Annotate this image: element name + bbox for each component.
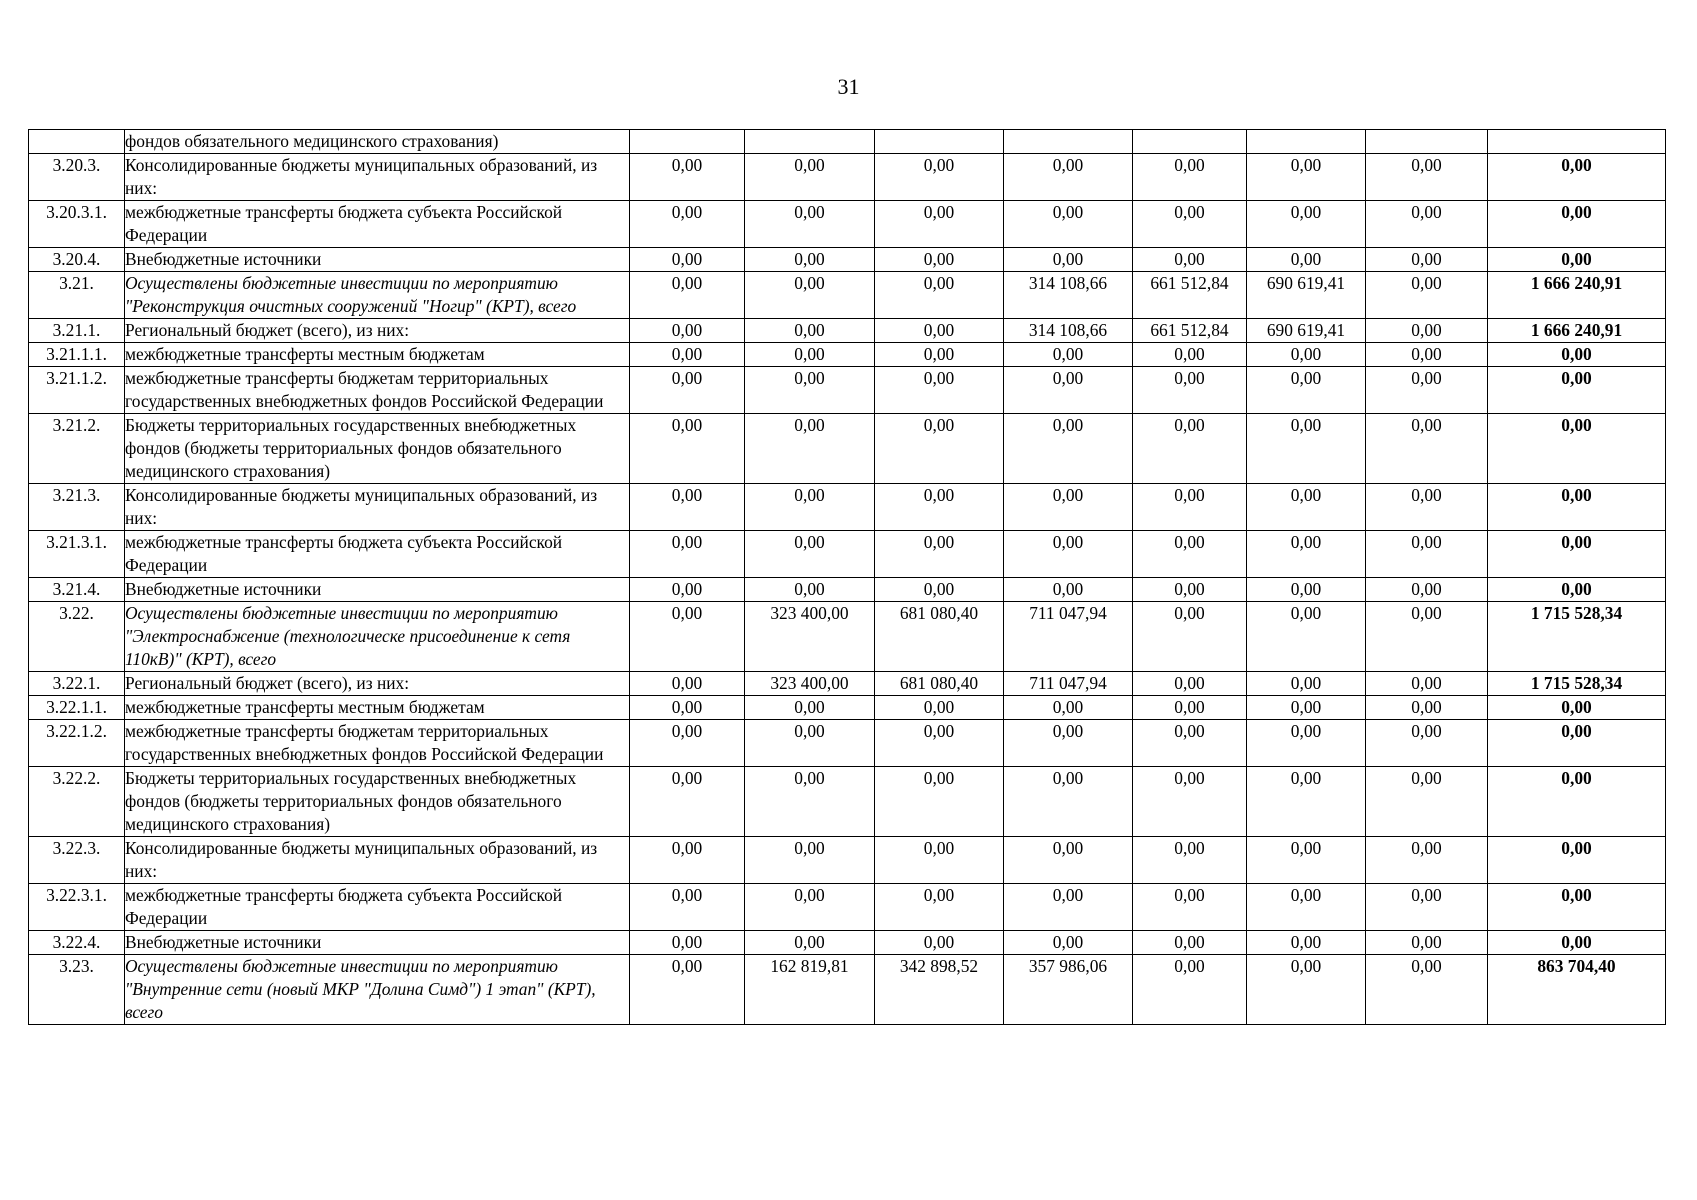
row-description: Консолидированные бюджеты муниципальных образований, из них: [125, 837, 630, 884]
row-total: 1 666 240,91 [1488, 319, 1666, 343]
row-total: 0,00 [1488, 343, 1666, 367]
row-description: Осуществлены бюджетные инвестиции по мероприятию "Внутренние сети (новый МКР "Долина Симд") 1 этап" (КРТ), всего [125, 955, 630, 1025]
row-value: 0,00 [630, 414, 745, 484]
row-value: 0,00 [630, 343, 745, 367]
row-value: 314 108,66 [1004, 272, 1133, 319]
row-description: межбюджетные трансферты бюджетам территориальных государственных внебюджетных фондов Российской Федерации [125, 720, 630, 767]
row-total: 0,00 [1488, 720, 1666, 767]
budget-table-body [29, 130, 1666, 1025]
row-value [745, 130, 875, 154]
row-value: 0,00 [1004, 931, 1133, 955]
row-value: 0,00 [1133, 931, 1247, 955]
row-number: 3.20.3. [29, 154, 125, 201]
row-value: 0,00 [745, 367, 875, 414]
row-description: Региональный бюджет (всего), из них: [125, 319, 630, 343]
row-number: 3.22.4. [29, 931, 125, 955]
row-value: 0,00 [630, 154, 745, 201]
row-value: 0,00 [630, 672, 745, 696]
row-value: 0,00 [745, 319, 875, 343]
row-value: 0,00 [875, 248, 1004, 272]
row-value: 0,00 [630, 720, 745, 767]
row-total: 0,00 [1488, 578, 1666, 602]
row-description: Внебюджетные источники [125, 248, 630, 272]
row-description: Региональный бюджет (всего), из них: [125, 672, 630, 696]
row-value: 0,00 [875, 931, 1004, 955]
row-total: 0,00 [1488, 931, 1666, 955]
row-value: 0,00 [745, 578, 875, 602]
row-value: 0,00 [630, 319, 745, 343]
row-value: 314 108,66 [1004, 319, 1133, 343]
row-number: 3.22. [29, 602, 125, 672]
table-row [29, 720, 1666, 767]
row-value: 0,00 [630, 955, 745, 1025]
row-value: 0,00 [1247, 767, 1366, 837]
row-value: 0,00 [1247, 343, 1366, 367]
row-value: 0,00 [1133, 884, 1247, 931]
row-value: 0,00 [1366, 955, 1488, 1025]
row-value: 661 512,84 [1133, 272, 1247, 319]
row-value: 0,00 [745, 767, 875, 837]
row-value: 0,00 [1366, 837, 1488, 884]
row-value: 0,00 [875, 201, 1004, 248]
row-number: 3.22.2. [29, 767, 125, 837]
row-description: межбюджетные трансферты местным бюджетам [125, 696, 630, 720]
row-value: 0,00 [1133, 720, 1247, 767]
table-row [29, 672, 1666, 696]
row-value: 0,00 [745, 272, 875, 319]
row-value: 0,00 [745, 720, 875, 767]
row-value: 0,00 [1004, 696, 1133, 720]
row-value: 0,00 [1366, 319, 1488, 343]
row-total: 0,00 [1488, 367, 1666, 414]
row-value: 681 080,40 [875, 602, 1004, 672]
row-value: 0,00 [745, 343, 875, 367]
row-value: 0,00 [1366, 343, 1488, 367]
table-row [29, 767, 1666, 837]
row-value: 0,00 [1004, 531, 1133, 578]
row-value: 0,00 [745, 531, 875, 578]
budget-table [28, 129, 1666, 1025]
row-total: 0,00 [1488, 248, 1666, 272]
table-row [29, 484, 1666, 531]
row-value: 342 898,52 [875, 955, 1004, 1025]
row-value: 0,00 [875, 837, 1004, 884]
row-description: фондов обязательного медицинского страхования) [125, 130, 630, 154]
row-number: 3.21.3. [29, 484, 125, 531]
row-number: 3.20.4. [29, 248, 125, 272]
row-value: 681 080,40 [875, 672, 1004, 696]
row-value: 0,00 [630, 884, 745, 931]
row-number: 3.21.4. [29, 578, 125, 602]
row-total: 0,00 [1488, 414, 1666, 484]
row-value: 661 512,84 [1133, 319, 1247, 343]
table-row [29, 367, 1666, 414]
row-description: Осуществлены бюджетные инвестиции по мероприятию "Реконструкция очистных сооружений "Ногир" (КРТ), всего [125, 272, 630, 319]
row-value: 0,00 [630, 767, 745, 837]
row-value: 0,00 [630, 578, 745, 602]
row-value: 323 400,00 [745, 602, 875, 672]
row-value: 0,00 [1366, 884, 1488, 931]
row-total: 0,00 [1488, 884, 1666, 931]
table-row [29, 884, 1666, 931]
row-value: 0,00 [1247, 602, 1366, 672]
row-description: Консолидированные бюджеты муниципальных образований, из них: [125, 484, 630, 531]
table-row [29, 248, 1666, 272]
row-value: 0,00 [1366, 531, 1488, 578]
row-value: 0,00 [745, 696, 875, 720]
row-value: 0,00 [875, 720, 1004, 767]
row-number: 3.21.2. [29, 414, 125, 484]
row-value: 0,00 [1004, 343, 1133, 367]
row-value: 0,00 [630, 837, 745, 884]
table-row [29, 154, 1666, 201]
row-value: 0,00 [1133, 201, 1247, 248]
row-value: 0,00 [1247, 955, 1366, 1025]
row-value: 711 047,94 [1004, 672, 1133, 696]
row-value: 0,00 [1247, 696, 1366, 720]
row-description: межбюджетные трансферты бюджета субъекта Российской Федерации [125, 884, 630, 931]
row-number: 3.21.1.2. [29, 367, 125, 414]
row-value: 0,00 [1366, 696, 1488, 720]
row-value: 0,00 [745, 884, 875, 931]
row-value: 0,00 [1366, 367, 1488, 414]
row-total [1488, 130, 1666, 154]
row-value: 0,00 [630, 602, 745, 672]
row-description: межбюджетные трансферты бюджета субъекта Российской Федерации [125, 201, 630, 248]
row-value: 0,00 [1004, 201, 1133, 248]
row-value: 0,00 [1366, 672, 1488, 696]
row-total: 0,00 [1488, 531, 1666, 578]
row-total: 1 715 528,34 [1488, 672, 1666, 696]
row-description: межбюджетные трансферты бюджетам территориальных государственных внебюджетных фондов Российской Федерации [125, 367, 630, 414]
row-value: 162 819,81 [745, 955, 875, 1025]
table-row [29, 931, 1666, 955]
table-row [29, 272, 1666, 319]
row-value: 0,00 [745, 248, 875, 272]
row-total: 0,00 [1488, 837, 1666, 884]
table-row [29, 343, 1666, 367]
table-row [29, 414, 1666, 484]
row-description: Бюджеты территориальных государственных внебюджетных фондов (бюджеты территориальных фондов обязательного медицинского страхования) [125, 414, 630, 484]
row-value: 357 986,06 [1004, 955, 1133, 1025]
row-value: 0,00 [1366, 767, 1488, 837]
row-value: 0,00 [1004, 154, 1133, 201]
row-value: 0,00 [1247, 884, 1366, 931]
row-value: 0,00 [1247, 578, 1366, 602]
row-value: 0,00 [1366, 248, 1488, 272]
table-row [29, 602, 1666, 672]
row-total: 0,00 [1488, 696, 1666, 720]
row-value: 0,00 [1247, 484, 1366, 531]
row-value: 0,00 [875, 484, 1004, 531]
row-number: 3.21.1.1. [29, 343, 125, 367]
row-total: 0,00 [1488, 767, 1666, 837]
row-value: 0,00 [1133, 672, 1247, 696]
row-value: 0,00 [1133, 578, 1247, 602]
row-value [1133, 130, 1247, 154]
row-description: межбюджетные трансферты местным бюджетам [125, 343, 630, 367]
row-value: 0,00 [875, 272, 1004, 319]
row-value: 0,00 [1366, 578, 1488, 602]
table-row [29, 837, 1666, 884]
row-number: 3.23. [29, 955, 125, 1025]
table-row [29, 696, 1666, 720]
row-value: 0,00 [1133, 414, 1247, 484]
row-description: Внебюджетные источники [125, 931, 630, 955]
row-total: 1 715 528,34 [1488, 602, 1666, 672]
row-value [1366, 130, 1488, 154]
row-number: 3.22.3.1. [29, 884, 125, 931]
row-description: Внебюджетные источники [125, 578, 630, 602]
page-number: 31 [837, 74, 860, 99]
row-value [1004, 130, 1133, 154]
row-value: 0,00 [630, 696, 745, 720]
row-value: 0,00 [1004, 884, 1133, 931]
row-value: 0,00 [1366, 720, 1488, 767]
row-value: 0,00 [1004, 484, 1133, 531]
row-value: 0,00 [1004, 248, 1133, 272]
row-total: 1 666 240,91 [1488, 272, 1666, 319]
row-value: 0,00 [630, 931, 745, 955]
row-value: 0,00 [1133, 696, 1247, 720]
row-value: 0,00 [745, 837, 875, 884]
row-total: 0,00 [1488, 154, 1666, 201]
row-value: 0,00 [1133, 602, 1247, 672]
row-value: 0,00 [875, 154, 1004, 201]
row-number [29, 130, 125, 154]
row-value: 0,00 [630, 531, 745, 578]
row-total: 0,00 [1488, 201, 1666, 248]
row-total: 0,00 [1488, 484, 1666, 531]
row-value: 0,00 [630, 248, 745, 272]
row-value: 0,00 [1004, 837, 1133, 884]
row-value: 0,00 [1004, 578, 1133, 602]
row-value: 0,00 [1004, 720, 1133, 767]
row-number: 3.22.3. [29, 837, 125, 884]
row-number: 3.22.1.1. [29, 696, 125, 720]
row-value: 0,00 [1133, 955, 1247, 1025]
row-value: 0,00 [875, 696, 1004, 720]
row-value: 0,00 [1133, 837, 1247, 884]
row-description: Бюджеты территориальных государственных внебюджетных фондов (бюджеты территориальных фондов обязательного медицинского страхования) [125, 767, 630, 837]
table-row [29, 531, 1666, 578]
row-value: 0,00 [745, 931, 875, 955]
row-value: 0,00 [1247, 248, 1366, 272]
row-value: 0,00 [1004, 767, 1133, 837]
row-total: 863 704,40 [1488, 955, 1666, 1025]
row-value: 0,00 [1247, 201, 1366, 248]
row-value: 0,00 [875, 767, 1004, 837]
row-value: 0,00 [745, 154, 875, 201]
row-description: Консолидированные бюджеты муниципальных образований, из них: [125, 154, 630, 201]
row-value: 0,00 [1247, 837, 1366, 884]
row-value: 0,00 [1133, 484, 1247, 531]
row-value: 0,00 [875, 414, 1004, 484]
row-value: 0,00 [875, 578, 1004, 602]
row-value: 0,00 [1247, 720, 1366, 767]
row-value: 0,00 [1366, 602, 1488, 672]
row-value: 711 047,94 [1004, 602, 1133, 672]
row-value: 0,00 [1366, 931, 1488, 955]
row-value: 0,00 [1133, 367, 1247, 414]
row-value: 0,00 [1004, 414, 1133, 484]
row-number: 3.21. [29, 272, 125, 319]
row-value: 0,00 [875, 319, 1004, 343]
row-value: 0,00 [1247, 931, 1366, 955]
row-description: Осуществлены бюджетные инвестиции по мероприятию "Электроснабжение (технологическе присоединение к сетя 110кВ)" (КРТ), всего [125, 602, 630, 672]
table-row [29, 201, 1666, 248]
row-number: 3.22.1.2. [29, 720, 125, 767]
row-number: 3.21.3.1. [29, 531, 125, 578]
row-value: 0,00 [1133, 767, 1247, 837]
row-value: 0,00 [1247, 367, 1366, 414]
row-value: 0,00 [1247, 414, 1366, 484]
table-row [29, 130, 1666, 154]
row-value: 0,00 [630, 272, 745, 319]
row-value: 0,00 [1247, 531, 1366, 578]
row-value: 0,00 [1366, 414, 1488, 484]
row-value [1247, 130, 1366, 154]
row-value: 0,00 [1366, 272, 1488, 319]
row-value: 0,00 [630, 367, 745, 414]
row-value: 0,00 [1004, 367, 1133, 414]
table-row [29, 578, 1666, 602]
row-value: 0,00 [875, 531, 1004, 578]
row-value: 0,00 [1133, 248, 1247, 272]
row-value: 323 400,00 [745, 672, 875, 696]
row-value: 0,00 [1133, 154, 1247, 201]
row-value: 0,00 [1247, 672, 1366, 696]
row-value: 0,00 [875, 884, 1004, 931]
row-value: 0,00 [1366, 484, 1488, 531]
table-row [29, 319, 1666, 343]
row-value [875, 130, 1004, 154]
row-number: 3.20.3.1. [29, 201, 125, 248]
row-value: 690 619,41 [1247, 319, 1366, 343]
row-value: 0,00 [630, 201, 745, 248]
row-value [630, 130, 745, 154]
row-value: 0,00 [875, 343, 1004, 367]
row-value: 0,00 [875, 367, 1004, 414]
row-value: 0,00 [745, 484, 875, 531]
table-row [29, 955, 1666, 1025]
row-value: 0,00 [630, 484, 745, 531]
row-value: 690 619,41 [1247, 272, 1366, 319]
row-value: 0,00 [1133, 343, 1247, 367]
row-value: 0,00 [1247, 154, 1366, 201]
row-description: межбюджетные трансферты бюджета субъекта Российской Федерации [125, 531, 630, 578]
row-value: 0,00 [1366, 154, 1488, 201]
row-value: 0,00 [1133, 531, 1247, 578]
row-number: 3.21.1. [29, 319, 125, 343]
row-value: 0,00 [1366, 201, 1488, 248]
row-value: 0,00 [745, 201, 875, 248]
row-number: 3.22.1. [29, 672, 125, 696]
row-value: 0,00 [745, 414, 875, 484]
